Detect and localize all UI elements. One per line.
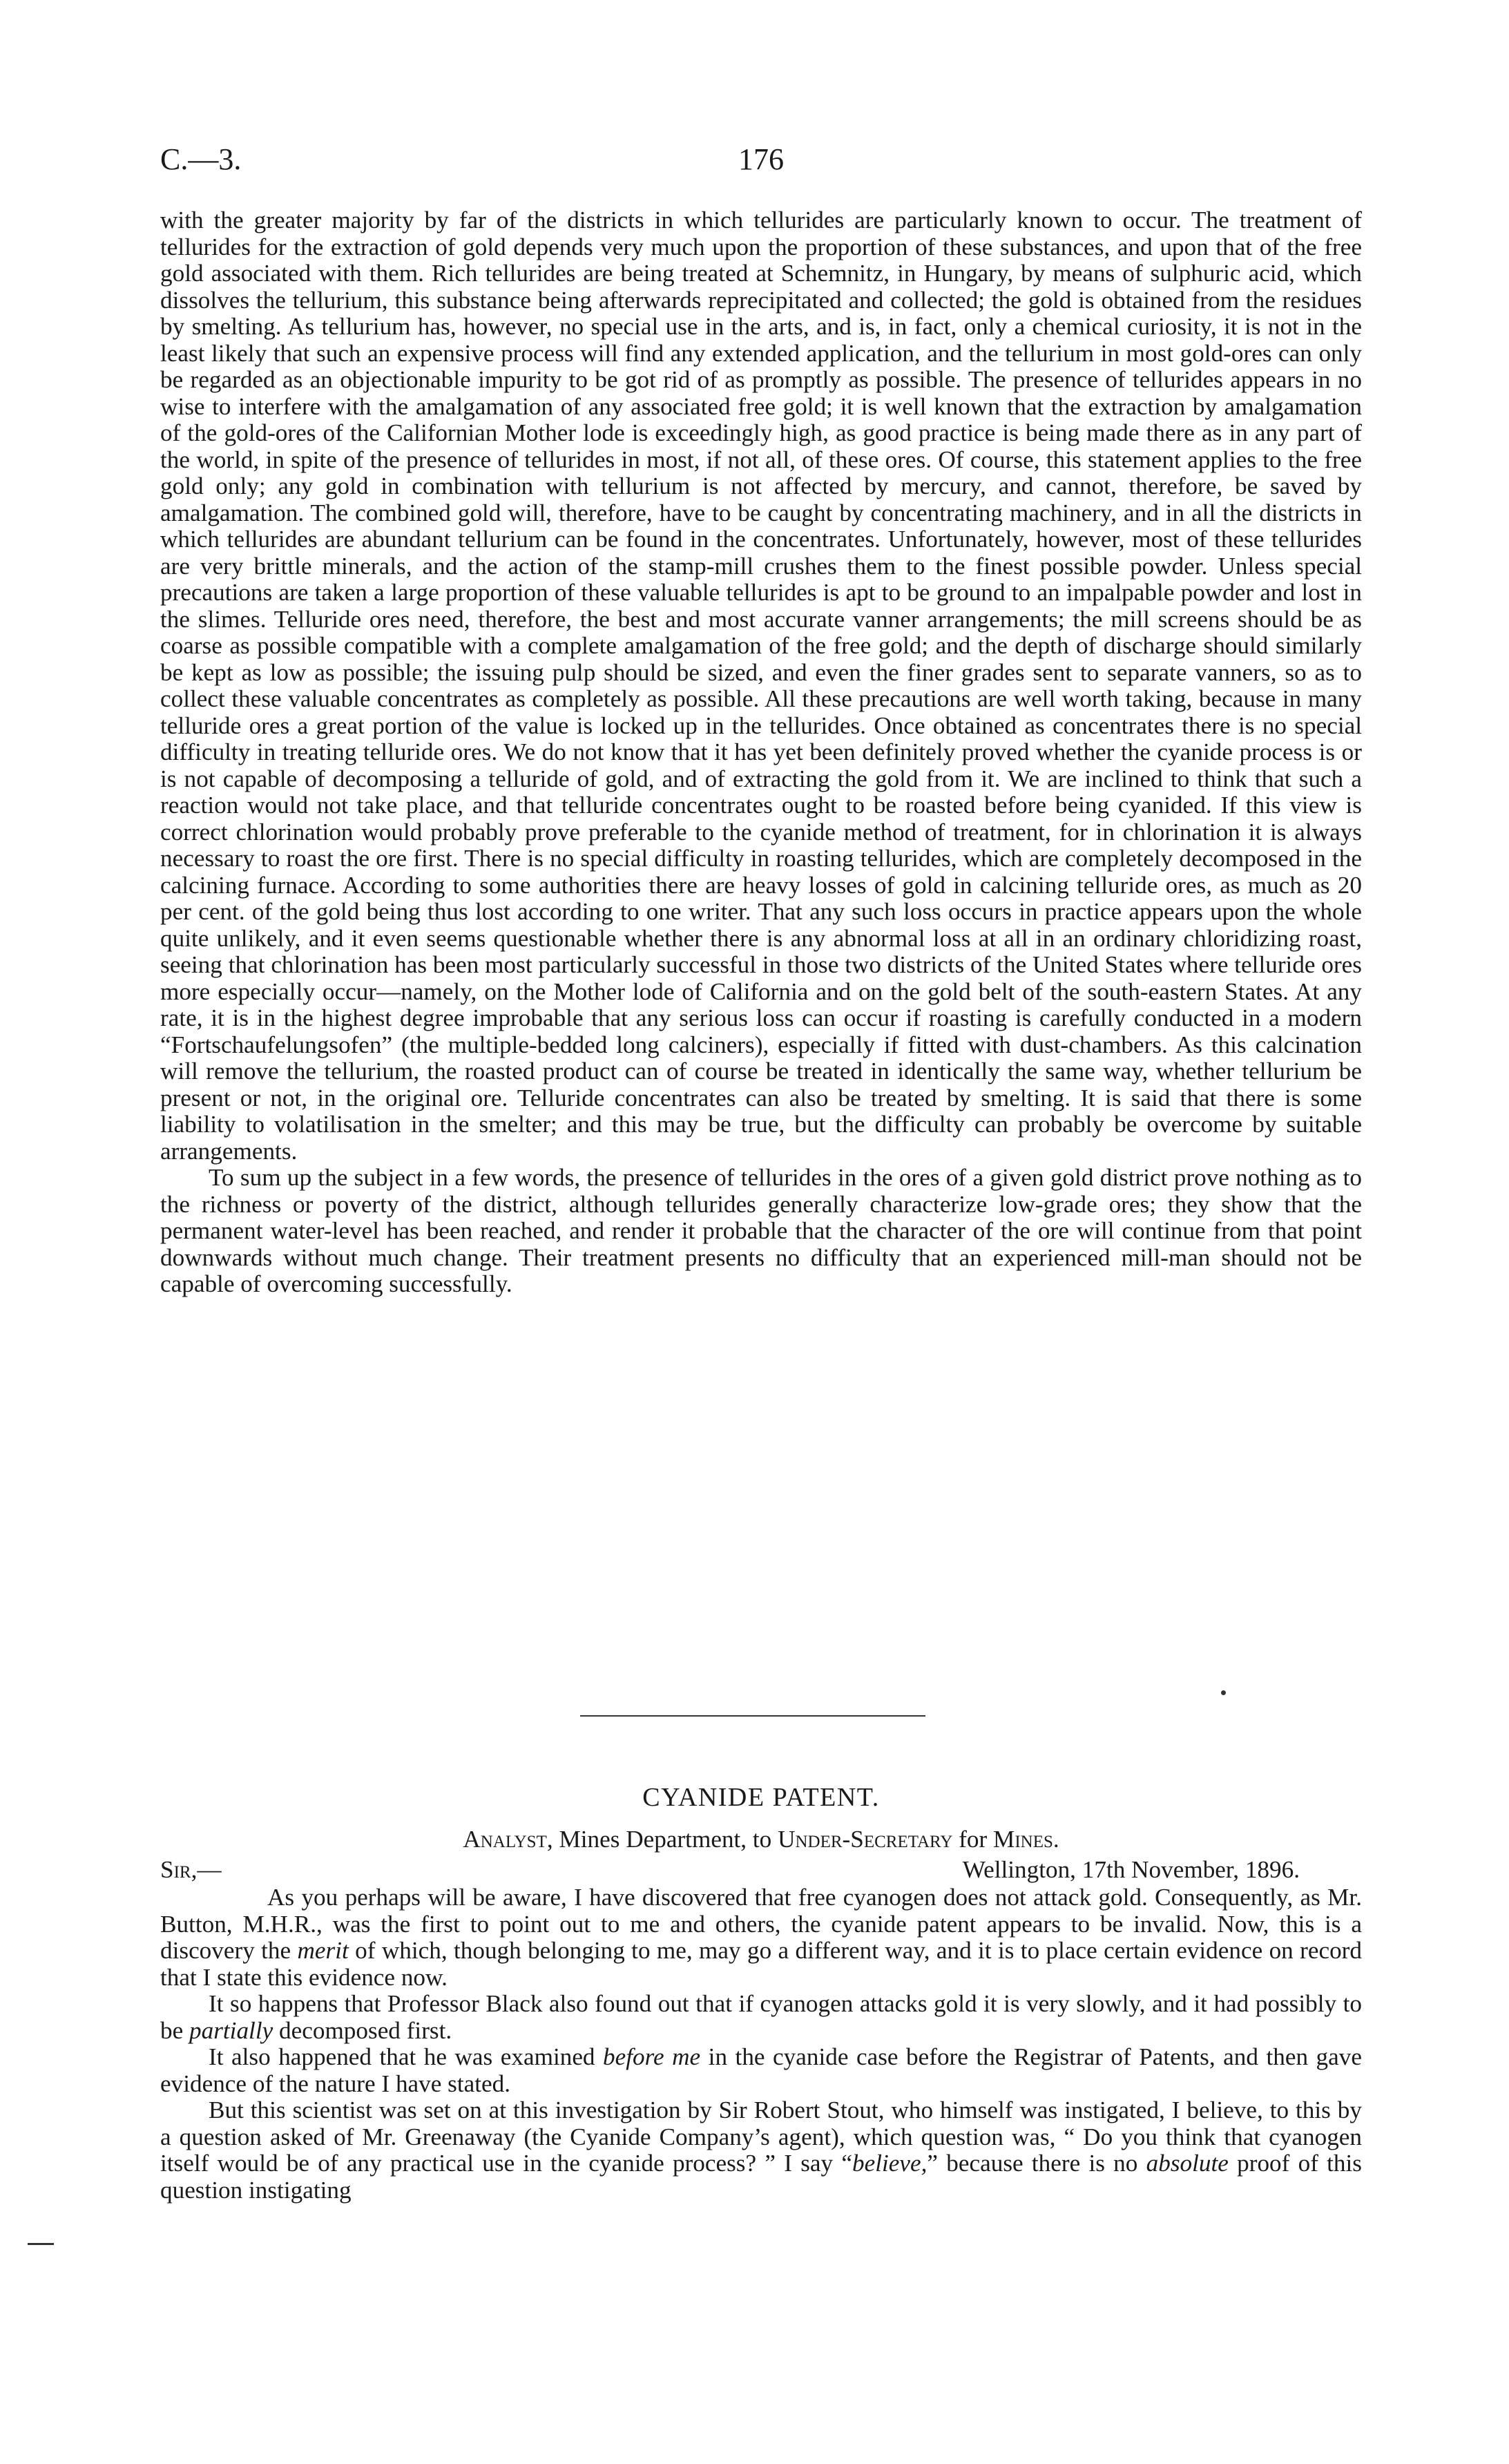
salutation-row [160, 1857, 1362, 1884]
stray-mark [1221, 1690, 1226, 1695]
emphasis: merit [297, 1937, 349, 1964]
paragraph: To sum up the subject in a few words, the presence of tellurides in the ores of a given gold district prove nothing as to the richness or poverty of the district, although tellurides generally characterize low-grade ores; they show that the permanent water-level has been reached, and render it probable that the character of the ore will continue from that point downwards without much change. Their treatment presents no difficulty that an experienced mill-man should not be capable of overcoming successfully. [160, 1164, 1362, 1297]
salutation: Sir,— [160, 1856, 222, 1883]
margin-mark [28, 2243, 54, 2245]
text-run: of which, though belonging to me, may go a different way, and it is to place certain evidence on record that I state this evidence now. [160, 1937, 1362, 1991]
emphasis: absolute [1146, 2150, 1229, 2177]
text-run: proof of this question instigating [160, 2150, 1362, 2204]
page-number: 176 [738, 142, 784, 176]
emphasis: before me [603, 2043, 701, 2070]
text-run: in the cyanide case before the Registrar of Patents, and then gave evidence of the nature I have stated. [160, 2043, 1362, 2097]
letter-paragraph [160, 1884, 1362, 1991]
page-header [160, 142, 1362, 183]
letter-body [160, 1884, 1362, 2204]
main-text [160, 207, 1362, 1298]
text-run: It also happened that he was examined [209, 2043, 604, 2070]
recipient: Under-Secretary [778, 1825, 953, 1853]
letter-paragraph [160, 2044, 1362, 2097]
recipient-department: Mines [993, 1825, 1053, 1853]
dateline: Wellington, 17th November, 1896. [962, 1856, 1300, 1883]
section-divider [580, 1715, 925, 1717]
document-reference: C.—3. [160, 142, 242, 176]
paragraph: with the greater majority by far of the districts in which tellurides are particularly known to occur. The treatment of tellurides for the extraction of gold depends very much upon the proportion of these substances, and upon that of the free gold associated with them. Rich tellurides are being treated at Schemnitz, in Hungary, by means of sulphuric acid, which dissolves the tellurium, this substance being afterwards reprecipitated and collected; the gold is obtained from the residues by smelting. As tellurium has, however, no special use in the arts, and is, in fact, only a chemical curiosity, it is not in the least likely that such an expensive process will find any extended application, and the tellurium in most gold-ores can only be regarded as an objectionable impurity to be got rid of as promptly as possible. The presence of tellurides appears in no wise to interfere with the amalgamation of any associated free gold; it is well known that the extraction by amalgamation of the gold-ores of the Californian Mother lode is exceedingly high, as good practice is being made there as in any part of the world, in spite of the presence of tellurides in most, if not all, of these ores. Of course, this statement applies to the free gold only; any gold in combination with tellurium is not affected by mercury, and cannot, therefore, be saved by amalgamation. The combined gold will, therefore, have to be caught by concentrating machinery, and in all the districts in which tellurides are abundant tellurium can be found in the concentrates. Unfortunately, however, most of these tellurides are very brittle minerals, and the action of the stamp-mill crushes them to the finest possible powder. Unless special precautions are taken a large proportion of these valuable tellurides is apt to be ground to an impalpable powder and lost in the slimes. Telluride ores need, therefore, the best and most accurate vanner arrangements; the mill screens should be as coarse as possible compatible with a complete amalgamation of the free gold; and the depth of discharge should similarly be kept as low as possible; the issuing pulp should be sized, and even the finer grades sent to separate vanners, so as to collect these valuable concentrates as completely as possible. All these precautions are well worth taking, because in many telluride ores a great portion of the value is locked up in the tellurides. Once obtained as concentrates there is no special difficulty in treating telluride ores. We do not know that it has yet been definitely proved whether the cyanide process is or is not capable of decomposing a telluride of gold, and of extracting the gold from it. We are inclined to think that such a reaction would not take place, and that telluride concentrates ought to be roasted before being cyanided. If this view is correct chlorination would probably prove preferable to the cyanide method of treatment, for in chlorination it is always necessary to roast the ore first. There is no special difficulty in roasting tellurides, which are completely decomposed in the calcining furnace. According to some authorities there are heavy losses of gold in calcining telluride ores, as much as 20 per cent. of the gold being thus lost according to one writer. That any such loss occurs in practice appears upon the whole quite unlikely, and it even seems questionable whether there is any abnormal loss at all in an ordinary chloridizing roast, seeing that chlorination has been most particularly successful in those two districts of the United States where telluride ores more especially occur—namely, on the Mother lode of California and on the gold belt of the south-eastern States. At any rate, it is in the highest degree improbable that any serious loss can occur if roasting is carefully conducted in a modern “Fortschaufelungsofen” (the multiple-bedded long calciners), especially if fitted with dust-chambers. As this calcination will remove the tellurium, the roasted product can of course be treated in identically the same way, whether tellurium be present or not, in the original ore. Telluride concentrates can also be treated by smelting. It is said that there is some liability to volatilisation in the smelter; and this may be true, but the difficulty can probably be overcome by suitable arrangements. [160, 207, 1362, 1165]
routing-text: for [952, 1825, 994, 1853]
routing-text: . [1053, 1825, 1059, 1853]
text-run: It so happens that Professor Black also found out that if cyanogen attacks gold it is very slowly, and it had possibly to be [160, 1990, 1362, 2044]
text-run: As you perhaps will be aware, I have discovered that free cyanogen does not attack gold. Consequently, as Mr. Button, M.H.R., was the first to point out to me and others, the cyanide patent appears to be invalid. Now, this is a discovery the [160, 1884, 1362, 1964]
emphasis: partially [189, 2016, 273, 2044]
routing-text: , Mines Department, to [546, 1825, 778, 1853]
text-run: decomposed first. [273, 2016, 452, 2044]
cyanide-patent-section [160, 1784, 1362, 2204]
letter-paragraph [160, 1991, 1362, 2044]
section-title: CYANIDE PATENT. [642, 1783, 880, 1812]
emphasis: believe, [852, 2150, 927, 2177]
letter-routing [160, 1826, 1362, 1853]
sender: Analyst [463, 1825, 547, 1853]
text-run: ” because there is no [927, 2150, 1146, 2177]
text-run: But this scientist was set on at this investigation by Sir Robert Stout, who himself was instigated, I believe, to this by a question asked of Mr. Greenaway (the Cyanide Company’s agent), which question was, “ Do you think that cyanogen itself would be of any practical use in the cyanide process? ” I say “ [160, 2097, 1362, 2177]
letter-paragraph [160, 2097, 1362, 2204]
